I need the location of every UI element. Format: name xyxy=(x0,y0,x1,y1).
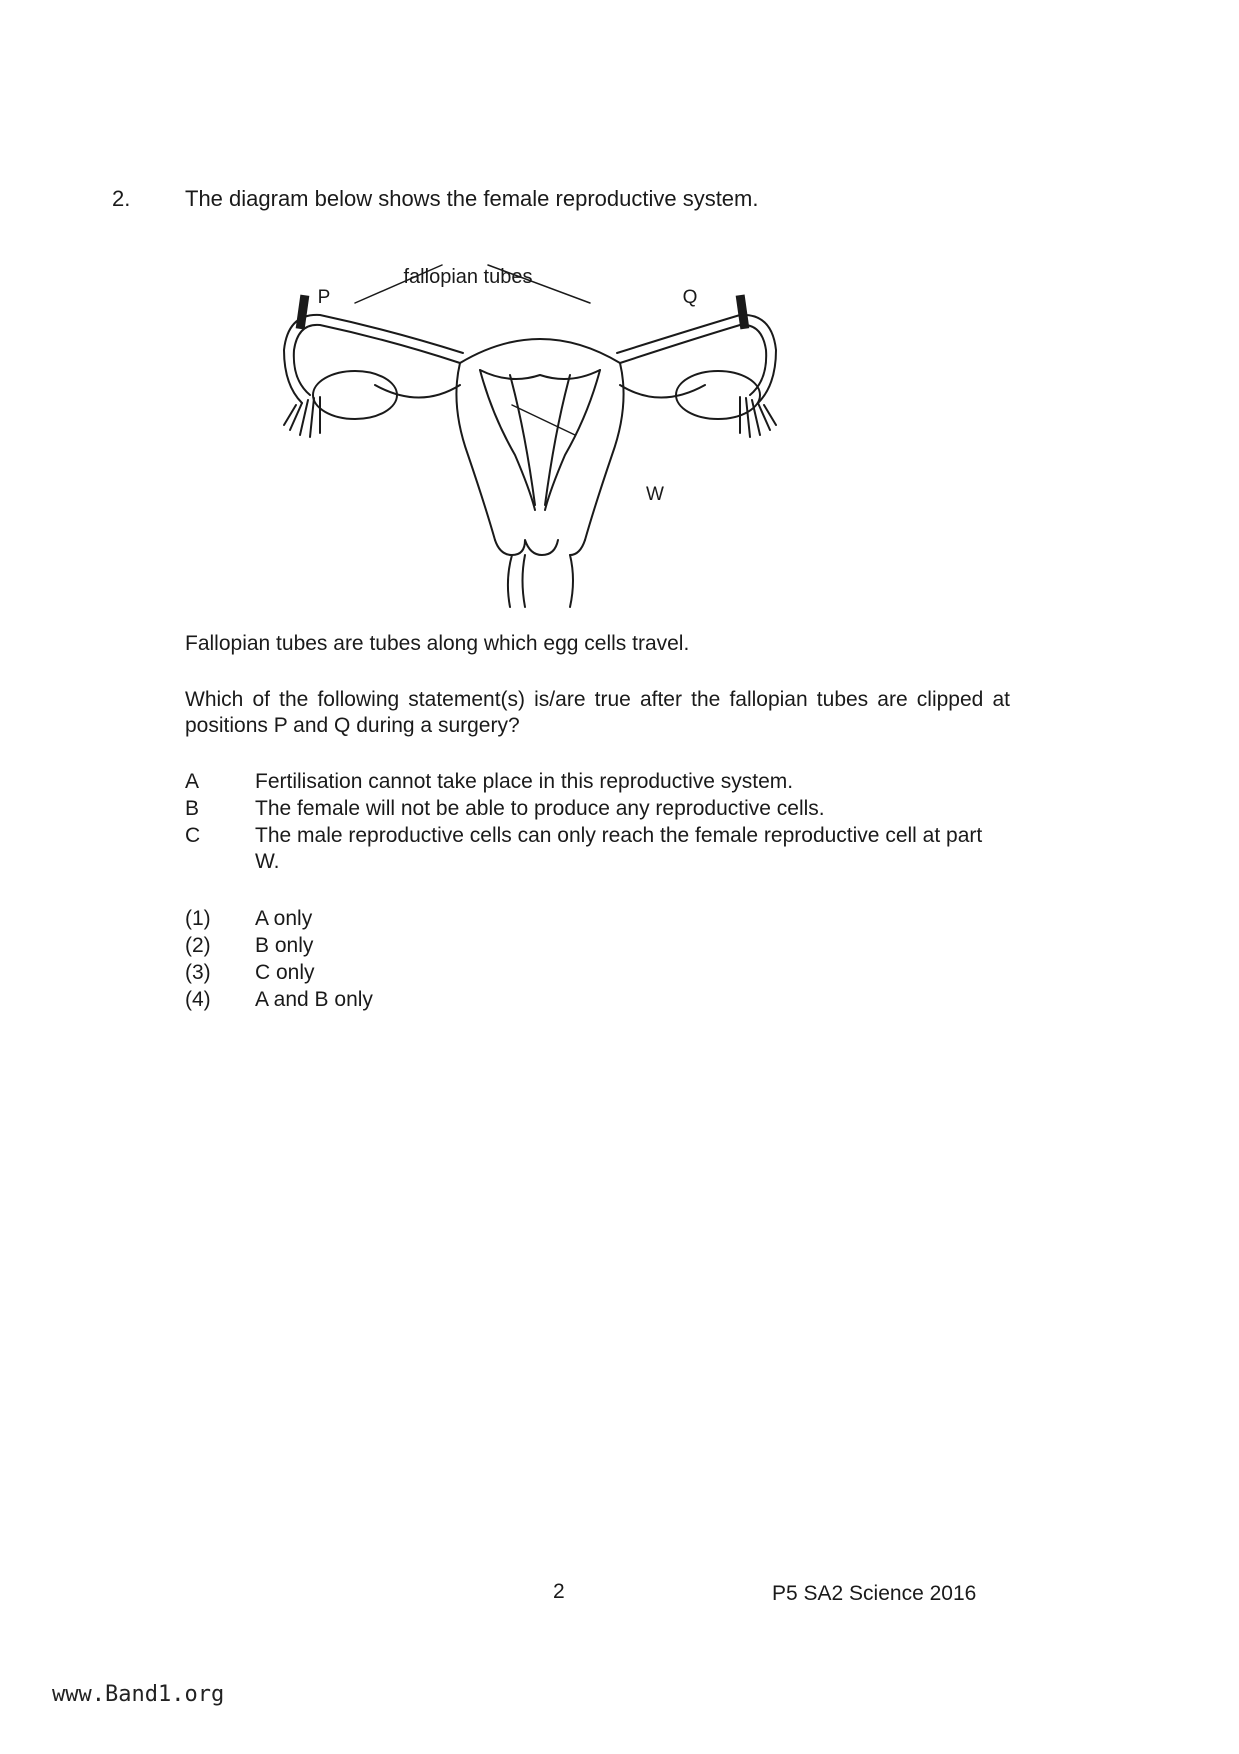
cervix xyxy=(495,540,585,555)
clip-q xyxy=(736,294,750,329)
statement-letter: B xyxy=(185,797,200,820)
fallopian-tube-right xyxy=(620,325,766,395)
question-intro: The diagram below shows the female reproductive system. xyxy=(185,186,759,211)
label-q: Q xyxy=(682,287,698,308)
label-w: W xyxy=(646,484,664,505)
question-number: 2. xyxy=(112,186,131,211)
option-text: A and B only xyxy=(255,988,373,1011)
ovary-left xyxy=(313,371,397,419)
reproductive-system-diagram xyxy=(280,255,780,610)
option-text: C only xyxy=(255,961,315,984)
option-number: (2) xyxy=(185,934,211,957)
option-number: (3) xyxy=(185,961,211,984)
uterus-body-right xyxy=(585,363,624,540)
statement-text: The male reproductive cells can only reach the female reproductive cell at part W. xyxy=(255,824,983,873)
statement-letter: A xyxy=(185,770,200,793)
question-paragraph: Which of the following statement(s) is/are true after the fallopian tubes are clipped at positions P and Q during a surgery? xyxy=(185,688,1010,737)
uterus-fundus xyxy=(460,339,620,363)
exam-reference: P5 SA2 Science 2016 xyxy=(772,1582,977,1605)
clip-p xyxy=(296,295,310,330)
statement-text: The female will not be able to produce any reproductive cells. xyxy=(255,797,825,820)
statement-letter: C xyxy=(185,824,201,847)
page-number: 2 xyxy=(553,1580,565,1603)
option-number: (4) xyxy=(185,988,211,1011)
uterus-cavity xyxy=(480,370,600,379)
label-fallopian-tubes: fallopian tubes xyxy=(403,266,533,288)
fallopian-tube-left xyxy=(294,325,460,395)
statement-text: Fertilisation cannot take place in this reproductive system. xyxy=(255,770,794,793)
label-p: P xyxy=(317,287,331,308)
site-watermark: www.Band1.org xyxy=(52,1682,225,1707)
fact-paragraph: Fallopian tubes are tubes along which egg cells travel. xyxy=(185,632,690,655)
option-text: B only xyxy=(255,934,314,957)
uterus-body-left xyxy=(456,363,495,540)
fimbriae-right xyxy=(740,397,776,437)
vagina xyxy=(508,555,512,607)
option-number: (1) xyxy=(185,907,211,930)
option-text: A only xyxy=(255,907,313,930)
